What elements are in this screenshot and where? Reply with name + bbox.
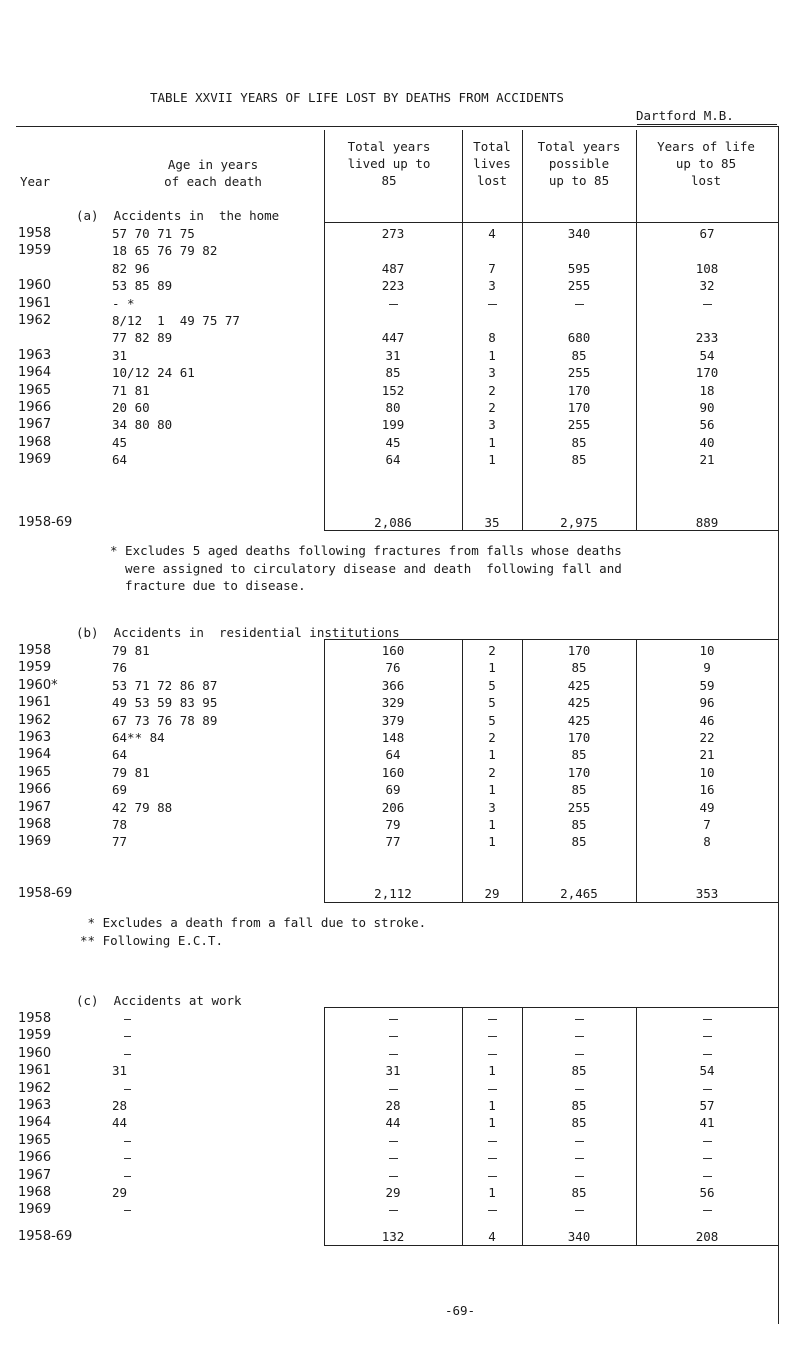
- section-heading-c: (c) Accidents at work: [76, 993, 242, 1008]
- column-divider: [462, 194, 463, 222]
- cell-lives: 35: [484, 515, 500, 530]
- row-year: 1961: [18, 295, 52, 311]
- row-year: 1959: [18, 243, 52, 259]
- cell-lost: 56: [699, 417, 715, 433]
- cell-lost: 40: [699, 434, 715, 450]
- cell-lives: 1: [488, 1185, 496, 1200]
- cell-lost-dash: [703, 1158, 712, 1159]
- cell-possible: 170: [567, 382, 591, 398]
- total-year: 1958-69: [18, 886, 73, 901]
- cell-ages: 53 85 89: [112, 278, 173, 294]
- cell-lost: 59: [699, 677, 715, 693]
- cell-lost: 108: [695, 260, 719, 276]
- cell-ages: 64: [112, 747, 128, 763]
- cell-ages: - *: [112, 295, 135, 311]
- cell-lived: 329: [381, 695, 405, 711]
- cell-lived-dash: [389, 1158, 398, 1159]
- cell-lost: 16: [699, 782, 715, 798]
- cell-lives: 3: [488, 799, 496, 815]
- cell-lived-dash: [389, 1036, 398, 1037]
- cell-lost-dash: [703, 1141, 712, 1142]
- cell-lived: 69: [385, 782, 401, 798]
- cell-ages: 79 81: [112, 643, 150, 658]
- cell-ages: 29: [112, 1185, 128, 1200]
- cell-age-dash: [124, 1019, 131, 1020]
- cell-lived: 77: [385, 834, 401, 850]
- cell-lost-dash: [703, 304, 712, 305]
- cell-ages: 64: [112, 452, 128, 468]
- cell-lost-dash: [703, 1019, 712, 1020]
- cell-ages: 82 96: [112, 260, 150, 276]
- cell-lost: 7: [703, 817, 711, 832]
- cell-ages: 64** 84: [112, 730, 165, 745]
- cell-ages: 69: [112, 782, 128, 798]
- cell-lost-dash: [703, 1089, 712, 1090]
- header-lost-3: lost: [690, 173, 722, 188]
- cell-lived-dash: [389, 304, 398, 305]
- cell-possible: 340: [567, 1229, 591, 1244]
- column-divider: [636, 194, 637, 222]
- cell-age-dash: [124, 1089, 131, 1090]
- cell-ages: 79 81: [112, 764, 150, 780]
- header-top-rule: [16, 126, 778, 127]
- footnote: ** Following E.C.T.: [80, 932, 223, 948]
- column-divider: [462, 1007, 463, 1245]
- cell-possible: 170: [567, 400, 591, 415]
- cell-lost: 46: [699, 712, 715, 728]
- cell-lost-dash: [703, 1054, 712, 1055]
- cell-lives: 2: [488, 382, 496, 398]
- header-divider: [462, 130, 463, 194]
- column-divider: [636, 639, 637, 902]
- cell-possible: 425: [567, 712, 591, 728]
- column-divider: [324, 194, 325, 222]
- cell-possible-dash: [575, 1036, 584, 1037]
- cell-lives: 1: [488, 347, 496, 363]
- totals-bottom-rule: [324, 530, 778, 531]
- row-year: 1959: [18, 1028, 52, 1044]
- cell-possible: 340: [567, 226, 591, 241]
- cell-ages: 31: [112, 347, 128, 363]
- column-divider: [636, 1007, 637, 1245]
- totals-divider: [324, 222, 778, 223]
- cell-lived: 132: [381, 1229, 405, 1244]
- cell-lived: 223: [381, 278, 405, 294]
- cell-lost: 21: [699, 452, 715, 468]
- row-year: 1966: [18, 1150, 52, 1166]
- cell-lived: 31: [385, 1063, 401, 1079]
- cell-lives: 1: [488, 1098, 496, 1113]
- row-year: 1960: [18, 278, 52, 294]
- column-divider: [462, 222, 463, 530]
- cell-ages: 28: [112, 1098, 128, 1113]
- cell-lived-dash: [389, 1176, 398, 1177]
- totals-bottom-rule: [324, 1245, 778, 1246]
- cell-lives: 2: [488, 643, 496, 658]
- header-lost-2: up to 85: [675, 156, 737, 171]
- row-year: 1964: [18, 1115, 52, 1131]
- cell-lost: 208: [695, 1229, 719, 1244]
- cell-possible: 425: [567, 677, 591, 693]
- cell-possible: 2,975: [560, 515, 598, 530]
- cell-lives: 1: [488, 747, 496, 763]
- row-year: 1961: [18, 1063, 52, 1079]
- cell-lost: 9: [703, 660, 711, 676]
- cell-lost: 67: [699, 226, 715, 241]
- cell-ages: 77: [112, 834, 128, 850]
- row-year: 1958: [18, 226, 52, 241]
- row-year: 1969: [18, 834, 52, 850]
- cell-lost-dash: [703, 1176, 712, 1177]
- cell-possible: 85: [571, 660, 587, 676]
- totals-divider: [324, 1007, 778, 1008]
- cell-possible: 85: [571, 347, 587, 363]
- header-lives-3: lost: [476, 173, 508, 188]
- cell-possible: 85: [571, 834, 587, 850]
- cell-lost: 54: [699, 347, 715, 363]
- cell-lives-dash: [488, 1019, 497, 1020]
- row-year: 1958: [18, 1011, 52, 1026]
- cell-lived: 273: [381, 226, 405, 241]
- cell-lived-dash: [389, 1210, 398, 1211]
- row-year: 1965: [18, 764, 52, 780]
- cell-ages: 31: [112, 1063, 128, 1079]
- row-year: 1965: [18, 1132, 52, 1148]
- cell-lost: 57: [699, 1098, 715, 1113]
- header-lived-3: 85: [381, 173, 397, 188]
- cell-lost: 18: [699, 382, 715, 398]
- cell-lost: 21: [699, 747, 715, 763]
- cell-lives: 1: [488, 834, 496, 850]
- cell-lives: 1: [488, 660, 496, 676]
- row-year: 1963: [18, 347, 52, 363]
- cell-lived: 152: [381, 382, 405, 398]
- cell-ages: 10/12 24 61: [112, 365, 195, 381]
- total-year: 1958-69: [18, 515, 73, 530]
- page-right-rule: [778, 126, 779, 1324]
- row-year: 1967: [18, 417, 52, 433]
- total-year: 1958-69: [18, 1229, 73, 1244]
- cell-lived: 160: [381, 643, 405, 658]
- cell-lived: 447: [381, 330, 405, 346]
- column-divider: [522, 222, 523, 530]
- cell-lives: 4: [488, 226, 496, 241]
- column-divider: [462, 639, 463, 902]
- row-year: 1967: [18, 799, 52, 815]
- column-divider: [522, 1007, 523, 1245]
- totals-divider: [324, 639, 778, 640]
- row-year: 1967: [18, 1167, 52, 1183]
- cell-ages: 67 73 76 78 89: [112, 712, 218, 728]
- cell-lives-dash: [488, 304, 497, 305]
- cell-lives-dash: [488, 1210, 497, 1211]
- cell-possible-dash: [575, 304, 584, 305]
- cell-possible: 170: [567, 730, 591, 745]
- header-divider: [636, 130, 637, 194]
- cell-lives: 3: [488, 417, 496, 433]
- footnote: fracture due to disease.: [110, 578, 306, 593]
- header-lives-2: lives: [473, 156, 511, 171]
- cell-possible-dash: [575, 1019, 584, 1020]
- cell-age-dash: [124, 1054, 131, 1055]
- cell-lives: 5: [488, 695, 496, 711]
- cell-possible-dash: [575, 1141, 584, 1142]
- cell-possible-dash: [575, 1158, 584, 1159]
- column-divider: [522, 194, 523, 222]
- cell-lived: 44: [385, 1115, 401, 1131]
- cell-possible: 85: [571, 1098, 587, 1113]
- totals-bottom-rule: [324, 902, 778, 903]
- row-year: 1968: [18, 817, 52, 832]
- cell-lives: 1: [488, 1063, 496, 1079]
- column-divider: [636, 222, 637, 530]
- cell-lived: 45: [385, 434, 401, 450]
- cell-ages: 20 60: [112, 400, 150, 415]
- cell-lives: 7: [488, 260, 496, 276]
- cell-ages: 44: [112, 1115, 128, 1131]
- cell-lives-dash: [488, 1158, 497, 1159]
- cell-lives-dash: [488, 1036, 497, 1037]
- cell-ages: 53 71 72 86 87: [112, 677, 218, 693]
- cell-possible: 85: [571, 782, 587, 798]
- cell-lost: 32: [699, 278, 715, 294]
- cell-lived: 2,086: [374, 515, 412, 530]
- cell-ages: 45: [112, 434, 128, 450]
- cell-lost: 170: [695, 365, 719, 381]
- cell-possible: 85: [571, 452, 587, 468]
- cell-lived: 31: [385, 347, 401, 363]
- cell-possible: 255: [567, 417, 591, 433]
- cell-possible: 85: [571, 747, 587, 763]
- cell-lost: 889: [695, 515, 719, 530]
- cell-lived: 379: [381, 712, 405, 728]
- cell-lived-dash: [389, 1089, 398, 1090]
- cell-lost: 49: [699, 799, 715, 815]
- cell-lost: 90: [699, 400, 715, 415]
- cell-ages: 42 79 88: [112, 799, 173, 815]
- section-heading-a: (a) Accidents in the home: [76, 208, 280, 223]
- row-year: 1969: [18, 452, 52, 468]
- cell-lost: 96: [699, 695, 715, 711]
- row-year: 1968: [18, 434, 52, 450]
- cell-lived: 29: [385, 1185, 401, 1200]
- cell-lived: 487: [381, 260, 405, 276]
- cell-lost: 353: [695, 886, 719, 901]
- cell-lost: 54: [699, 1063, 715, 1079]
- cell-possible: 425: [567, 695, 591, 711]
- column-divider: [522, 639, 523, 902]
- cell-lost: 10: [699, 764, 715, 780]
- cell-lost-dash: [703, 1210, 712, 1211]
- cell-lost-dash: [703, 1036, 712, 1037]
- cell-lived: 76: [385, 660, 401, 676]
- row-year: 1968: [18, 1185, 52, 1200]
- cell-possible-dash: [575, 1089, 584, 1090]
- table-title: TABLE XXVII YEARS OF LIFE LOST BY DEATHS FROM ACCIDENTS: [150, 90, 564, 105]
- header-lives-1: Total: [473, 139, 511, 154]
- cell-lives: 3: [488, 365, 496, 381]
- header-possible-1: Total years: [537, 139, 621, 154]
- cell-ages: 18 65 76 79 82: [112, 243, 218, 259]
- cell-lived: 79: [385, 817, 401, 832]
- cell-lives: 1: [488, 782, 496, 798]
- footnote: were assigned to circulatory disease and death following fall and: [110, 560, 622, 576]
- cell-age-dash: [124, 1141, 131, 1142]
- cell-age-dash: [124, 1176, 131, 1177]
- row-year: 1963: [18, 1098, 52, 1113]
- cell-lives: 2: [488, 764, 496, 780]
- row-year: 1962: [18, 313, 52, 328]
- cell-possible: 680: [567, 330, 591, 346]
- cell-possible: 85: [571, 817, 587, 832]
- row-year: 1965: [18, 382, 52, 398]
- header-age-1: Age in years: [167, 157, 259, 172]
- header-year: Year: [20, 174, 51, 189]
- cell-possible-dash: [575, 1210, 584, 1211]
- cell-lived: 199: [381, 417, 405, 433]
- cell-possible: 2,465: [560, 886, 598, 901]
- cell-lost: 41: [699, 1115, 715, 1131]
- cell-possible: 170: [567, 643, 591, 658]
- cell-ages: 78: [112, 817, 128, 832]
- cell-possible: 170: [567, 764, 591, 780]
- cell-lives-dash: [488, 1089, 497, 1090]
- row-year: 1960*: [18, 677, 58, 693]
- cell-lives: 8: [488, 330, 496, 346]
- cell-ages: 34 80 80: [112, 417, 173, 433]
- row-year: 1962: [18, 1080, 52, 1096]
- cell-ages: 77 82 89: [112, 330, 173, 346]
- cell-lives: 29: [484, 886, 500, 901]
- header-divider: [324, 130, 325, 194]
- row-year: 1960: [18, 1045, 52, 1061]
- cell-lived-dash: [389, 1054, 398, 1055]
- cell-possible: 85: [571, 1063, 587, 1079]
- cell-lives: 1: [488, 1115, 496, 1131]
- cell-ages: 71 81: [112, 382, 150, 398]
- cell-age-dash: [124, 1210, 131, 1211]
- section-heading-b: (b) Accidents in residential institutions: [76, 625, 400, 640]
- row-year: 1961: [18, 695, 52, 711]
- cell-ages: 76: [112, 660, 128, 676]
- column-divider: [324, 222, 325, 530]
- cell-lived: 366: [381, 677, 405, 693]
- cell-ages: 8/12 1 49 75 77: [112, 313, 240, 328]
- cell-lives: 5: [488, 677, 496, 693]
- row-year: 1962: [18, 712, 52, 728]
- header-possible-3: up to 85: [548, 173, 610, 188]
- row-year: 1966: [18, 400, 52, 415]
- header-lived-1: Total years: [347, 139, 431, 154]
- cell-lived: 80: [385, 400, 401, 415]
- cell-lives-dash: [488, 1176, 497, 1177]
- cell-lived: 2,112: [374, 886, 412, 901]
- header-lived-2: lived up to: [347, 156, 431, 171]
- header-divider: [522, 130, 523, 194]
- row-year: 1964: [18, 747, 52, 763]
- footnote: * Excludes a death from a fall due to stroke.: [80, 915, 427, 930]
- row-year: 1964: [18, 365, 52, 381]
- cell-possible: 255: [567, 799, 591, 815]
- header-age-2: of each death: [164, 174, 262, 189]
- page-number: -69-: [444, 1303, 476, 1318]
- cell-possible: 85: [571, 434, 587, 450]
- column-divider: [324, 639, 325, 902]
- row-year: 1963: [18, 730, 52, 745]
- cell-lives: 1: [488, 817, 496, 832]
- row-year: 1966: [18, 782, 52, 798]
- cell-ages: 57 70 71 75: [112, 226, 195, 241]
- cell-lost: 233: [695, 330, 719, 346]
- cell-lived: 160: [381, 764, 405, 780]
- cell-lost: 56: [699, 1185, 715, 1200]
- cell-possible: 85: [571, 1115, 587, 1131]
- cell-possible: 85: [571, 1185, 587, 1200]
- cell-lived: 206: [381, 799, 405, 815]
- location-underline: [637, 124, 777, 125]
- cell-lost: 10: [699, 643, 715, 658]
- cell-lives: 1: [488, 434, 496, 450]
- cell-lives: 2: [488, 730, 496, 745]
- footnote: * Excludes 5 aged deaths following fractures from falls whose deaths: [110, 543, 622, 558]
- cell-possible-dash: [575, 1054, 584, 1055]
- cell-lives: 2: [488, 400, 496, 415]
- cell-lived: 85: [385, 365, 401, 381]
- header-possible-2: possible: [548, 156, 610, 171]
- cell-possible: 595: [567, 260, 591, 276]
- location-label: Dartford M.B.: [636, 108, 734, 123]
- row-year: 1959: [18, 660, 52, 676]
- cell-lived: 28: [385, 1098, 401, 1113]
- cell-age-dash: [124, 1158, 131, 1159]
- cell-possible: 255: [567, 278, 591, 294]
- cell-lives-dash: [488, 1054, 497, 1055]
- cell-lives: 5: [488, 712, 496, 728]
- cell-lives: 4: [488, 1229, 496, 1244]
- cell-lives-dash: [488, 1141, 497, 1142]
- cell-lives: 1: [488, 452, 496, 468]
- cell-lost: 22: [699, 730, 715, 745]
- row-year: 1958: [18, 643, 52, 658]
- cell-lives: 3: [488, 278, 496, 294]
- cell-lived-dash: [389, 1141, 398, 1142]
- cell-lived: 64: [385, 747, 401, 763]
- cell-ages: 49 53 59 83 95: [112, 695, 218, 711]
- cell-lived-dash: [389, 1019, 398, 1020]
- column-divider: [324, 1007, 325, 1245]
- header-lost-1: Years of life: [657, 139, 755, 154]
- cell-possible: 255: [567, 365, 591, 381]
- cell-age-dash: [124, 1036, 131, 1037]
- cell-possible-dash: [575, 1176, 584, 1177]
- cell-lived: 64: [385, 452, 401, 468]
- row-year: 1969: [18, 1202, 52, 1218]
- cell-lost: 8: [703, 834, 711, 850]
- cell-lived: 148: [381, 730, 405, 745]
